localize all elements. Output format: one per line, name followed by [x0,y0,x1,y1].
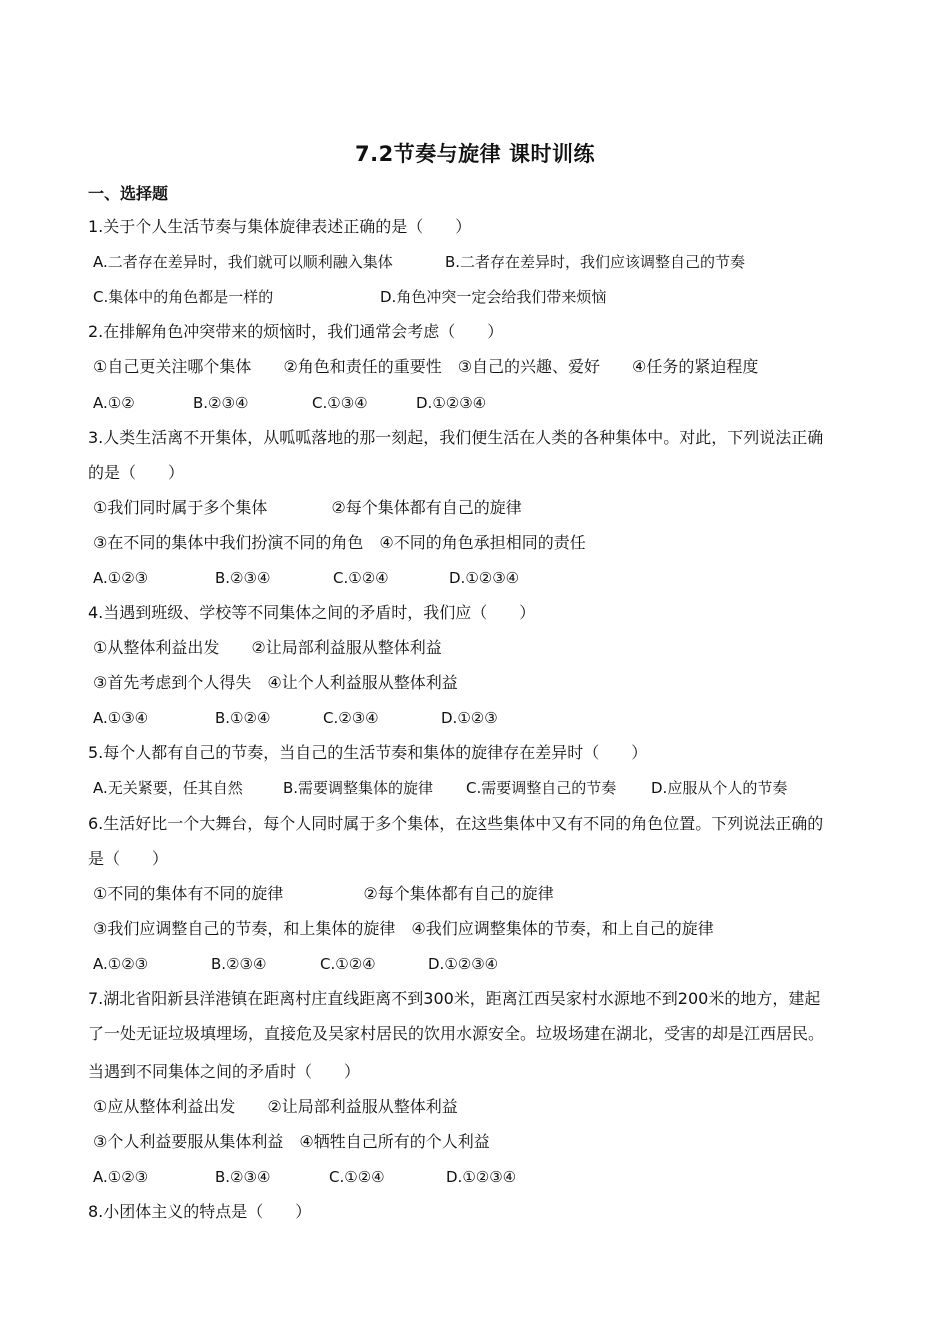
question-4-option-d: D.①②③ [441,709,498,727]
question-6-stem-line-2: 是（ ） [88,849,169,868]
question-4-option-c: C.②③④ [323,709,379,727]
question-6-items-line-2: ③我们应调整自己的节奏，和上集体的旋律 ④我们应调整集体的节奏，和上自己的旋律 [93,919,714,938]
question-3-items-line-2: ③在不同的集体中我们扮演不同的角色 ④不同的角色承担相同的责任 [93,533,586,552]
question-7-stem-line-1: 7.湖北省阳新县洋港镇在距离村庄直线距离不到300米，距离江西吴家村水源地不到200米的地方，建起 [88,989,821,1008]
question-5-option-b: B.需要调整集体的旋律 [283,779,434,797]
question-4-option-a: A.①③④ [93,709,149,727]
question-5-stem: 5.每个人都有自己的节奏，当自己的生活节奏和集体的旋律存在差异时（ ） [88,743,648,762]
question-1-option-b: B.二者存在差异时，我们应该调整自己的节奏 [445,253,746,271]
question-2-items: ①自己更关注哪个集体 ②角色和责任的重要性 ③自己的兴趣、爱好 ④任务的紧迫程度 [93,357,759,376]
question-3-stem-line-2: 的是（ ） [88,463,185,482]
question-7-items-line-1: ①应从整体利益出发 ②让局部利益服从整体利益 [93,1097,458,1116]
question-7-option-b: B.②③④ [215,1168,271,1186]
question-6-option-b: B.②③④ [211,955,267,973]
question-7-stem-line-3: 当遇到不同集体之间的矛盾时（ ） [88,1062,361,1081]
question-8-stem: 8.小团体主义的特点是（ ） [88,1202,312,1221]
question-7-option-d: D.①②③④ [446,1168,517,1186]
question-4-items-line-1: ①从整体利益出发 ②让局部利益服从整体利益 [93,638,442,657]
question-1-stem: 1.关于个人生活节奏与集体旋律表述正确的是（ ） [88,217,472,236]
question-4-stem: 4.当遇到班级、学校等不同集体之间的矛盾时，我们应（ ） [88,603,536,622]
question-5-option-a: A.无关紧要，任其自然 [93,779,243,797]
question-2-option-a: A.①② [93,394,135,412]
question-1-option-d: D.角色冲突一定会给我们带来烦恼 [380,288,607,306]
section-heading: 一、选择题 [88,184,169,203]
question-4-items-line-2: ③首先考虑到个人得失 ④让个人利益服从整体利益 [93,673,458,692]
question-3-option-c: C.①②④ [333,569,389,587]
page-title: 7.2节奏与旋律 课时训练 [354,142,595,166]
question-3-items-line-1: ①我们同时属于多个集体 ②每个集体都有自己的旋律 [93,498,522,517]
question-6-option-d: D.①②③④ [428,955,499,973]
question-2-option-b: B.②③④ [193,394,249,412]
question-7-items-line-2: ③个人利益要服从集体利益 ④牺牲自己所有的个人利益 [93,1132,490,1151]
question-3-stem-line-1: 3.人类生活离不开集体，从呱呱落地的那一刻起，我们便生活在人类的各种集体中。对此，下列说法正确 [88,428,824,447]
question-1-option-a: A.二者存在差异时，我们就可以顺利融入集体 [93,253,393,271]
question-7-option-a: A.①②③ [93,1168,149,1186]
question-7-stem-line-2: 了一处无证垃圾填埋场，直接危及吴家村居民的饮用水源安全。垃圾场建在湖北，受害的却是江西居民。 [88,1024,825,1043]
question-2-option-d: D.①②③④ [416,394,487,412]
question-5-option-c: C.需要调整自己的节奏 [466,779,617,797]
question-1-option-c: C.集体中的角色都是一样的 [93,288,274,306]
question-5-option-d: D.应服从个人的节奏 [651,779,788,797]
question-3-option-b: B.②③④ [215,569,271,587]
question-4-option-b: B.①②④ [215,709,271,727]
question-6-stem-line-1: 6.生活好比一个大舞台，每个人同时属于多个集体，在这些集体中又有不同的角色位置。下列说法正确的 [88,814,824,833]
question-3-option-d: D.①②③④ [449,569,520,587]
question-6-option-c: C.①②④ [320,955,376,973]
question-6-option-a: A.①②③ [93,955,149,973]
question-6-items-line-1: ①不同的集体有不同的旋律 ②每个集体都有自己的旋律 [93,884,554,903]
question-7-option-c: C.①②④ [329,1168,385,1186]
question-2-option-c: C.①③④ [312,394,368,412]
question-2-stem: 2.在排解角色冲突带来的烦恼时，我们通常会考虑（ ） [88,322,504,341]
question-3-option-a: A.①②③ [93,569,149,587]
